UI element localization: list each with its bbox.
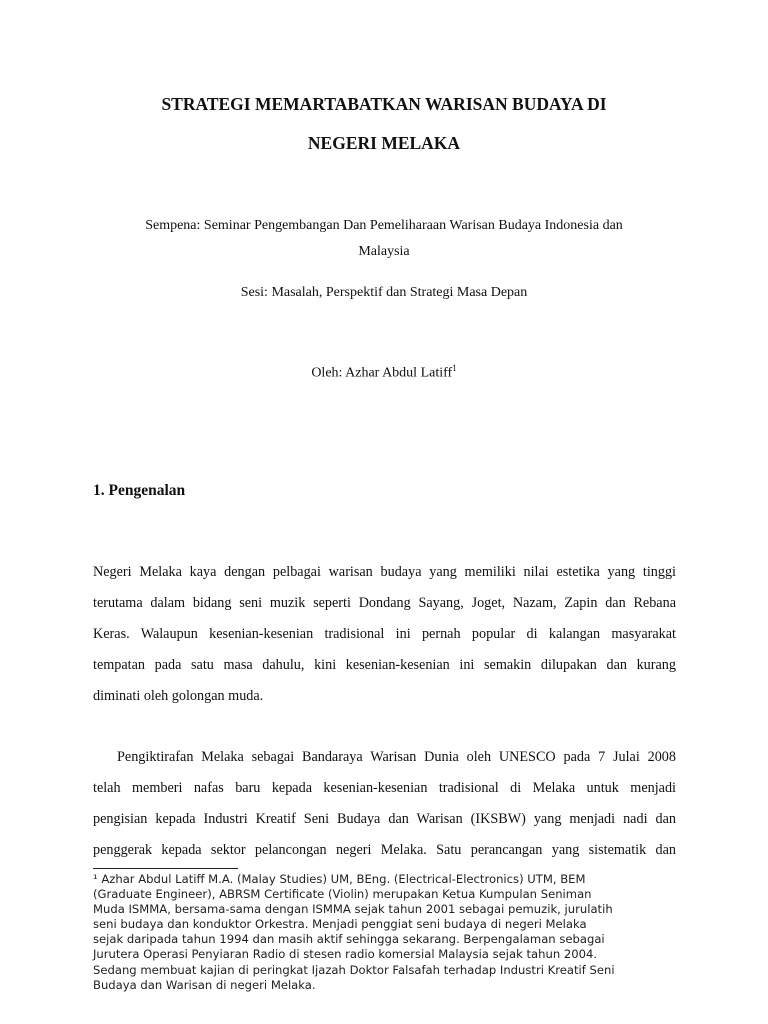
paragraph-line: penggerak kepada sektor pelancongan negeri Melaka. Satu perancangan yang sistematik dan: [93, 842, 676, 858]
document-title-line2: NEGERI MELAKA: [307, 133, 461, 153]
paragraph-line: tempatan pada satu masa dahulu, kini kesenian-kesenian ini semakin dilupakan dan kurang: [93, 657, 676, 673]
sempena-line2: Malaysia: [358, 244, 410, 259]
footnote-line: Budaya dan Warisan di negeri Melaka.: [93, 977, 316, 992]
footnote-separator: [93, 868, 238, 869]
document-title-line1: STRATEGI MEMARTABATKAN WARISAN BUDAYA DI: [161, 94, 607, 114]
paragraph-line: Pengiktirafan Melaka sebagai Bandaraya Warisan Dunia oleh UNESCO pada 7 Julai 2008: [117, 749, 676, 765]
paragraph-line: Keras. Walaupun kesenian-kesenian tradisional ini pernah popular di kalangan masyarakat: [93, 626, 676, 642]
footnote-line: Muda ISMMA, bersama-sama dengan ISMMA sejak tahun 2001 sebagai pemuzik, jurulatih: [93, 902, 613, 917]
paragraph-line: diminati oleh golongan muda.: [93, 688, 264, 704]
footnote: [93, 872, 693, 993]
footnote-line: Sedang membuat kajian di peringkat Ijazah Doktor Falsafah terhadap Industri Kreatif Seni: [93, 962, 615, 977]
footnote-line: sejak daripada tahun 1994 dan masih aktif sehingga sekarang. Berpengalaman sebagai: [93, 932, 605, 947]
footnote-line: seni budaya dan konduktor Orkestra. Menjadi penggiat seni budaya di negeri Melaka: [93, 917, 587, 932]
paragraph-line: terutama dalam bidang seni muzik seperti Dondang Sayang, Joget, Nazam, Zapin dan Rebana: [93, 595, 676, 611]
footnote-line: Jurutera Operasi Penyiaran Radio di stesen radio komersial Malaysia sejak tahun 2004.: [93, 947, 598, 962]
section-heading: 1. Pengenalan: [93, 482, 186, 499]
footnote-line: (Graduate Engineer), ABRSM Certificate (Violin) merupakan Ketua Kumpulan Seniman: [93, 887, 592, 902]
author-line: [0, 363, 768, 382]
author-label: Oleh: Azhar Abdul Latiff: [311, 365, 453, 381]
footnote-line: ¹ Azhar Abdul Latiff M.A. (Malay Studies) UM, BEng. (Electrical-Electronics) UTM, BEM: [93, 872, 586, 886]
paragraph-line: telah memberi nafas baru kepada kesenian-kesenian tradisional di Melaka untuk menjadi: [93, 780, 676, 796]
sesi-line: Sesi: Masalah, Perspektif dan Strategi Masa Depan: [240, 285, 528, 300]
sempena-line1: Sempena: Seminar Pengembangan Dan Pemeliharaan Warisan Budaya Indonesia dan: [145, 218, 623, 233]
footnote-mark: 1: [452, 363, 457, 373]
paragraph-line: pengisian kepada Industri Kreatif Seni Budaya dan Warisan (IKSBW) yang menjadi nadi dan: [93, 811, 676, 827]
paragraph-line: Negeri Melaka kaya dengan pelbagai warisan budaya yang memiliki nilai estetika yang tinggi: [93, 564, 676, 580]
